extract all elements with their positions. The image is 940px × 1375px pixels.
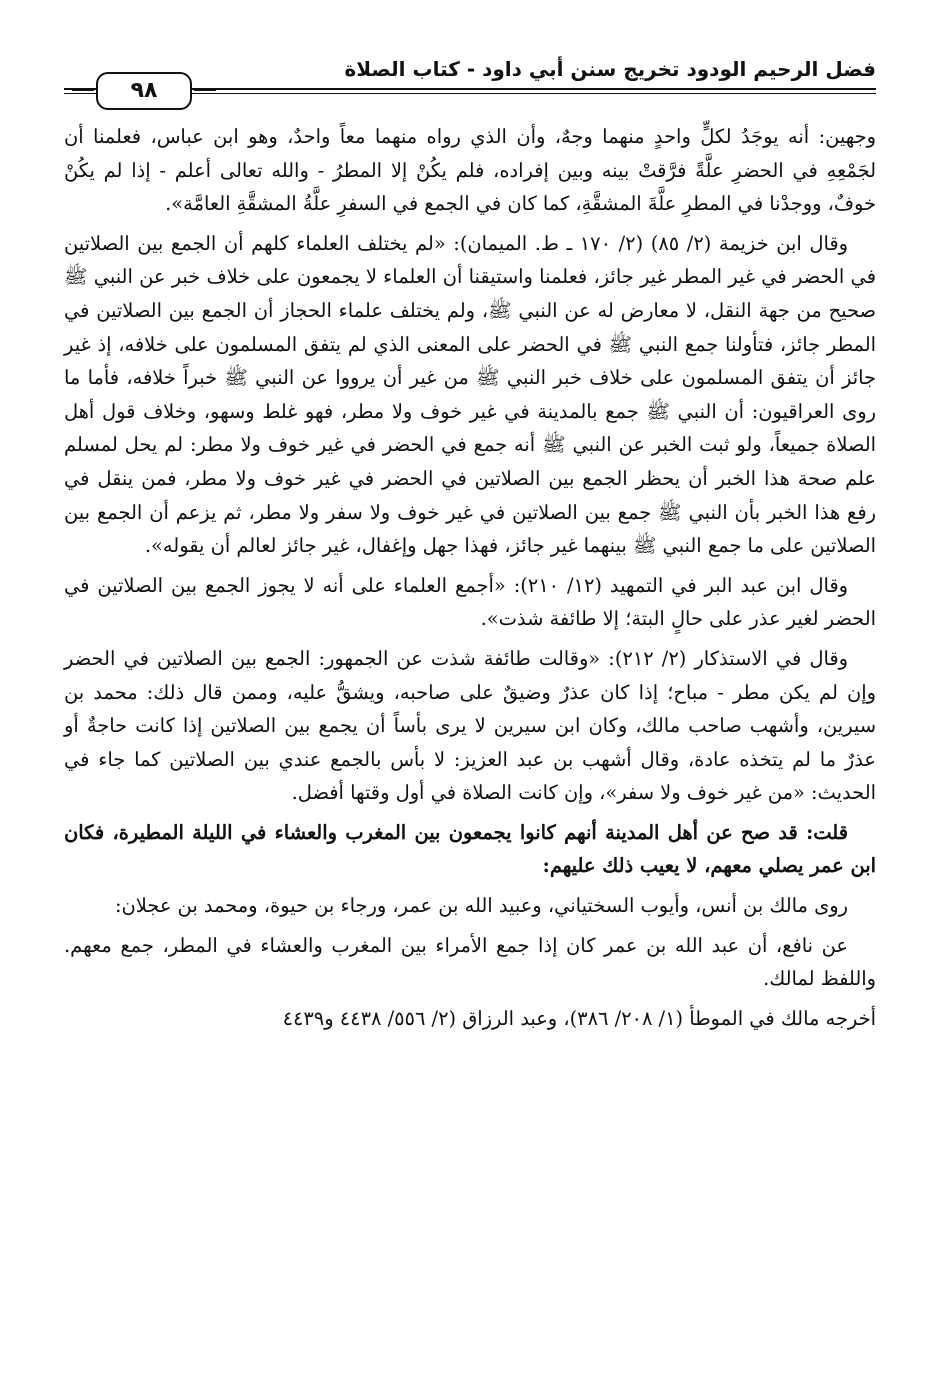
paragraph-ibn-khuzaymah: وقال ابن خزيمة (٢/ ٨٥) (٢/ ١٧٠ ـ ط. الميمان): «لم يختلف العلماء كلهم أن الجمع بين الصلاتين في الحضر في غير المطر غير جائز، فعلمنا واستيقنا أن العلماء لا يجمعون على خلاف خبر عن النبي ﷺ صحيح من جهة النقل، لا معارض له عن النبي ﷺ، ولم يختلف علماء الحجاز أن الجمع بين الصلاتين في المطر جائز، فتأولنا جمع النبي ﷺ في الحضر على المعنى الذي لم يتفق المسلمون على خلافه، إذ غير جائز أن يتفق المسلمون على خلاف خبر النبي ﷺ من غير أن يرووا عن النبي ﷺ خبراً خلافه، فأما ما روى العراقيون: أن النبي ﷺ جمع بالمدينة في غير خوف ولا مطر، فهو غلط وسهو، وخلاف قول أهل الصلاة جميعاً، ولو ثبت الخبر عن النبي ﷺ أنه جمع في الحضر في غير خوف ولا مطر: لم يحل لمسلم علم صحة هذا الخبر أن يحظر الجمع بين الصلاتين في الحضر في غير خوف ولا مطر، فمن ينقل في رفع هذا الخبر بأن النبي ﷺ جمع بين الصلاتين في غير خوف ولا سفر ولا مطر، ثم يزعم أن الجمع بين الصلاتين على ما جمع النبي ﷺ بينهما غير جائز، فهذا جهل وإغفال، غير جائز لعالم أن يقوله».: [64, 231, 876, 558]
paragraph-author-note: قلت: قد صح عن أهل المدينة أنهم كانوا يجمعون بين المغرب والعشاء في الليلة المطيرة، فكان ابن عمر يصلي معهم، لا يعيب ذلك عليهم:: [64, 820, 876, 878]
page-body: [64, 120, 876, 1041]
paragraph-nafi-report: عن نافع، أن عبد الله بن عمر كان إذا جمع الأمراء بين المغرب والعشاء في المطر، جمع معهم. واللفظ لمالك.: [64, 933, 876, 991]
page-number: ٩٨: [96, 72, 192, 110]
page-header: [64, 48, 876, 103]
paragraph-takhrij: أخرجه مالك في الموطأ (١/ ٢٠٨/ ٣٨٦)، وعبد الرزاق (٢/ ٥٥٦/ ٤٤٣٨ و٤٤٣٩: [282, 1006, 876, 1030]
running-title: فضل الرحيم الودود تخريج سنن أبي داود - كتاب الصلاة: [344, 57, 876, 81]
paragraph-continuation: وجهين: أنه يوجَدُ لكلٍّ واحدٍ منهما وجهٌ، وأن الذي رواه منهما معاً واحدٌ، وهو ابن عباس، فعلمنا أن لجَمْعِهِ في الحضرِ علَّةً فرَّقتْ بينه وبين إفراده، فلم يكُنْ إلا المطرُ - والله تعالى أعلم - إذا لم يكُنْ خوفٌ، ووجدْنا في المطرِ علَّةَ المشقَّةِ، كما كان في الجمع في السفرِ علَّةُ المشقَّةِ العامَّة».: [64, 125, 876, 216]
paragraph-tamheed: وقال ابن عبد البر في التمهيد (١٢/ ٢١٠): «أجمع العلماء على أنه لا يجوز الجمع بين الصلاتين في الحضر لغير عذر على حالٍ البتة؛ إلا طائفة شذت».: [64, 573, 876, 631]
paragraph-istidhkar: وقال في الاستذكار (٢/ ٢١٢): «وقالت طائفة شذت عن الجمهور: الجمع بين الصلاتين في الحضر وإن لم يكن مطر - مباح؛ إذا كان عذرٌ وضيقٌ على صاحبه، ويشقُّ عليه، وممن قال ذلك: محمد بن سيرين، وأشهب صاحب مالك، وكان ابن سيرين لا يرى بأساً أن يجمع بين الصلاتين إذا كانت حاجةٌ أو عذرٌ ما لم يتخذه عادة، وقال أشهب بن عبد العزيز: لا بأس بالجمع عندي بين الصلاتين كما جاء في الحديث: «من غير خوف ولا سفر»، وإن كانت الصلاة في أول وقتها أفضل.: [64, 646, 876, 805]
paragraph-narrators: روى مالك بن أنس، وأيوب السختياني، وعبيد الله بن عمر، ورجاء بن حيوة، ومحمد بن عجلان:: [114, 894, 848, 918]
